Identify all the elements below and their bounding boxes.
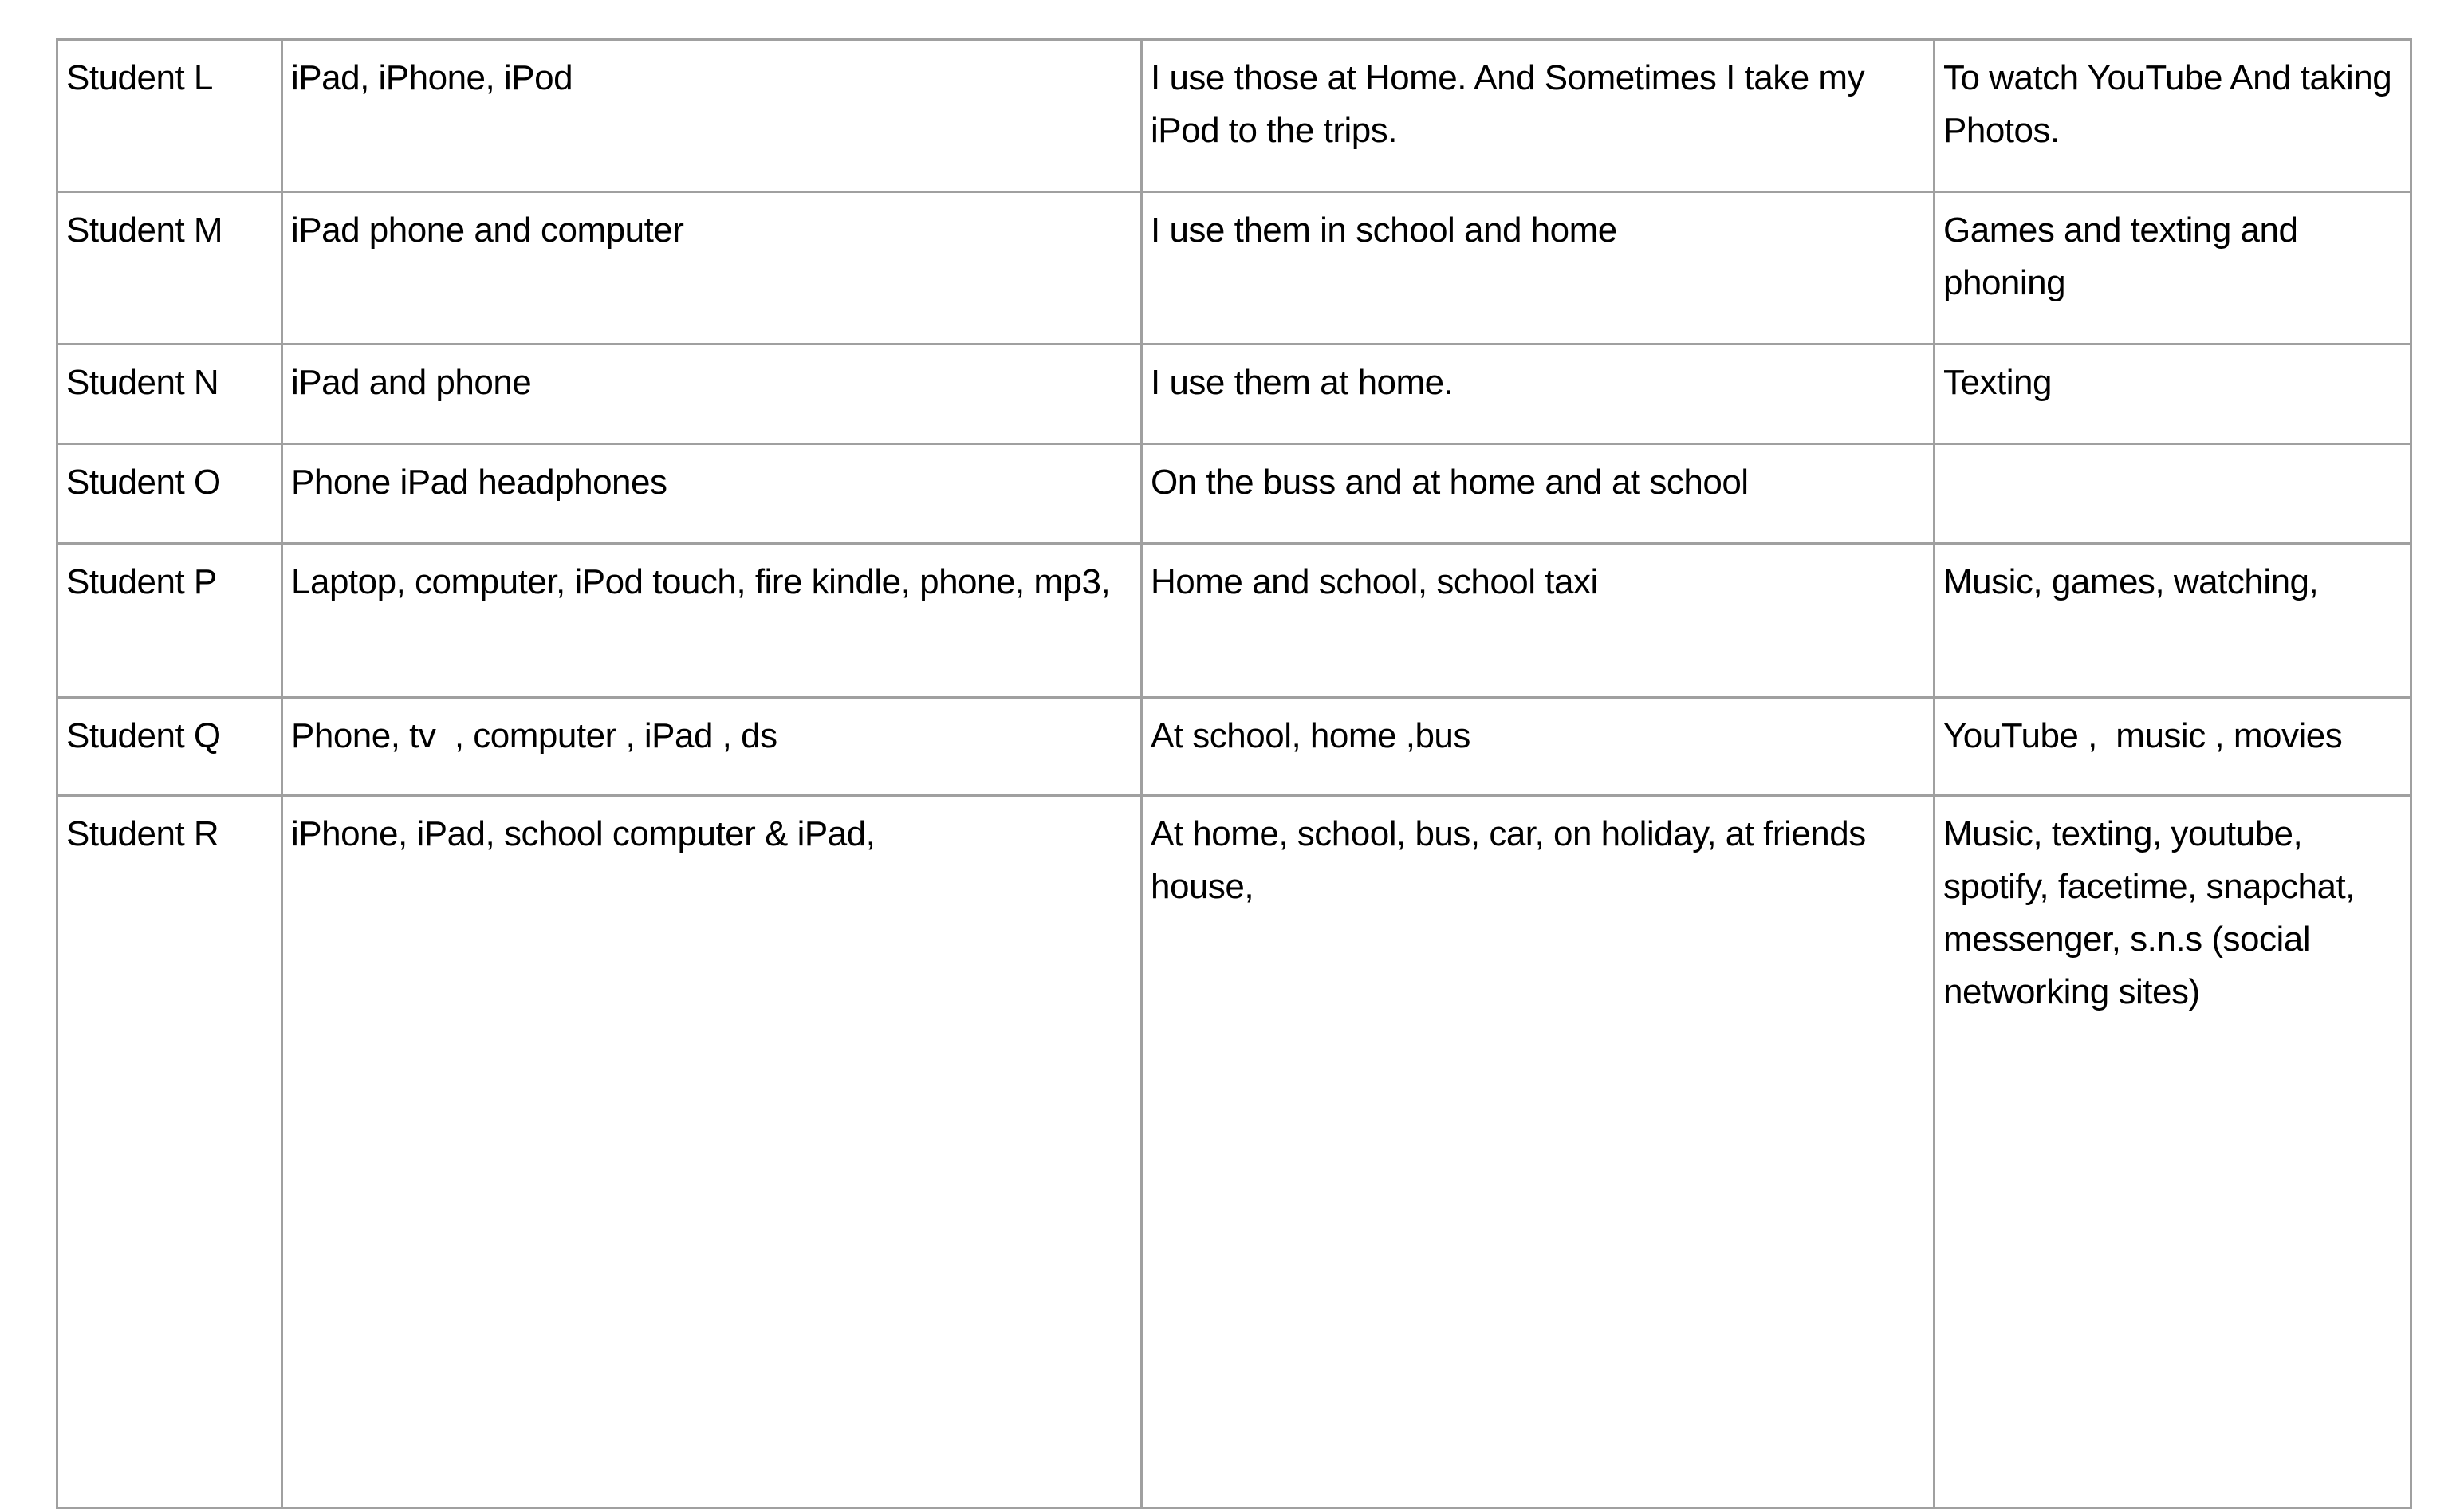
- where-text: On the buss and at home and at school: [1151, 463, 1749, 502]
- student-name-cell: [57, 444, 282, 544]
- purpose-cell: [1935, 444, 2411, 544]
- where-cell: [1142, 40, 1935, 192]
- table-row: [57, 345, 2411, 444]
- purpose-text: Music, games, watching,: [1943, 562, 2319, 601]
- devices-cell: [282, 698, 1142, 796]
- purpose-text: Texting: [1943, 363, 2052, 402]
- where-text: I use those at Home. And Sometimes I take my iPod to the trips.: [1151, 58, 1874, 150]
- student-name: Student L: [66, 58, 213, 97]
- student-device-survey-table: [56, 38, 2412, 1509]
- devices-text: iPad, iPhone, iPod: [291, 58, 573, 97]
- devices-cell: [282, 796, 1142, 1508]
- where-text: I use them in school and home: [1151, 211, 1617, 250]
- table-row: [57, 192, 2411, 345]
- purpose-text: Games and texting and phoning: [1943, 211, 2308, 302]
- devices-cell: [282, 345, 1142, 444]
- student-name-cell: [57, 40, 282, 192]
- where-text: At home, school, bus, car, on holiday, at friends house,: [1151, 814, 1876, 906]
- devices-text: Phone iPad headphones: [291, 463, 667, 502]
- devices-cell: [282, 544, 1142, 698]
- purpose-text: YouTube , music , movies: [1943, 716, 2343, 755]
- where-cell: [1142, 444, 1935, 544]
- where-cell: [1142, 544, 1935, 698]
- table-row: [57, 444, 2411, 544]
- devices-text: Laptop, computer, iPod touch, fire kindle, phone, mp3,: [291, 562, 1111, 601]
- devices-text: iPhone, iPad, school computer & iPad,: [291, 814, 876, 853]
- where-text: At school, home ,bus: [1151, 716, 1470, 755]
- devices-cell: [282, 192, 1142, 345]
- student-name-cell: [57, 796, 282, 1508]
- student-name: Student R: [66, 814, 219, 853]
- student-name-cell: [57, 192, 282, 345]
- purpose-cell: [1935, 796, 2411, 1508]
- student-name: Student P: [66, 562, 217, 601]
- student-name: Student N: [66, 363, 219, 402]
- purpose-cell: [1935, 544, 2411, 698]
- purpose-cell: [1935, 192, 2411, 345]
- where-text: Home and school, school taxi: [1151, 562, 1598, 601]
- where-text: I use them at home.: [1151, 363, 1454, 402]
- devices-text: Phone, tv , computer , iPad , ds: [291, 716, 777, 755]
- where-cell: [1142, 796, 1935, 1508]
- devices-cell: [282, 40, 1142, 192]
- table-row: [57, 796, 2411, 1508]
- purpose-cell: [1935, 698, 2411, 796]
- where-cell: [1142, 698, 1935, 796]
- devices-text: iPad phone and computer: [291, 211, 684, 250]
- purpose-text: To watch YouTube And taking Photos.: [1943, 58, 2401, 150]
- student-name: Student O: [66, 463, 221, 502]
- devices-text: iPad and phone: [291, 363, 532, 402]
- table-row: [57, 544, 2411, 698]
- table-row: [57, 698, 2411, 796]
- purpose-cell: [1935, 40, 2411, 192]
- student-name: Student Q: [66, 716, 221, 755]
- student-name-cell: [57, 698, 282, 796]
- table-row: [57, 40, 2411, 192]
- where-cell: [1142, 192, 1935, 345]
- devices-cell: [282, 444, 1142, 544]
- where-cell: [1142, 345, 1935, 444]
- student-name: Student M: [66, 211, 223, 250]
- purpose-cell: [1935, 345, 2411, 444]
- purpose-text: Music, texting, youtube, spotify, facetime, snapchat, messenger, s.n.s (social networking sites): [1943, 814, 2364, 1011]
- student-name-cell: [57, 345, 282, 444]
- student-name-cell: [57, 544, 282, 698]
- document-page: [56, 38, 2410, 1509]
